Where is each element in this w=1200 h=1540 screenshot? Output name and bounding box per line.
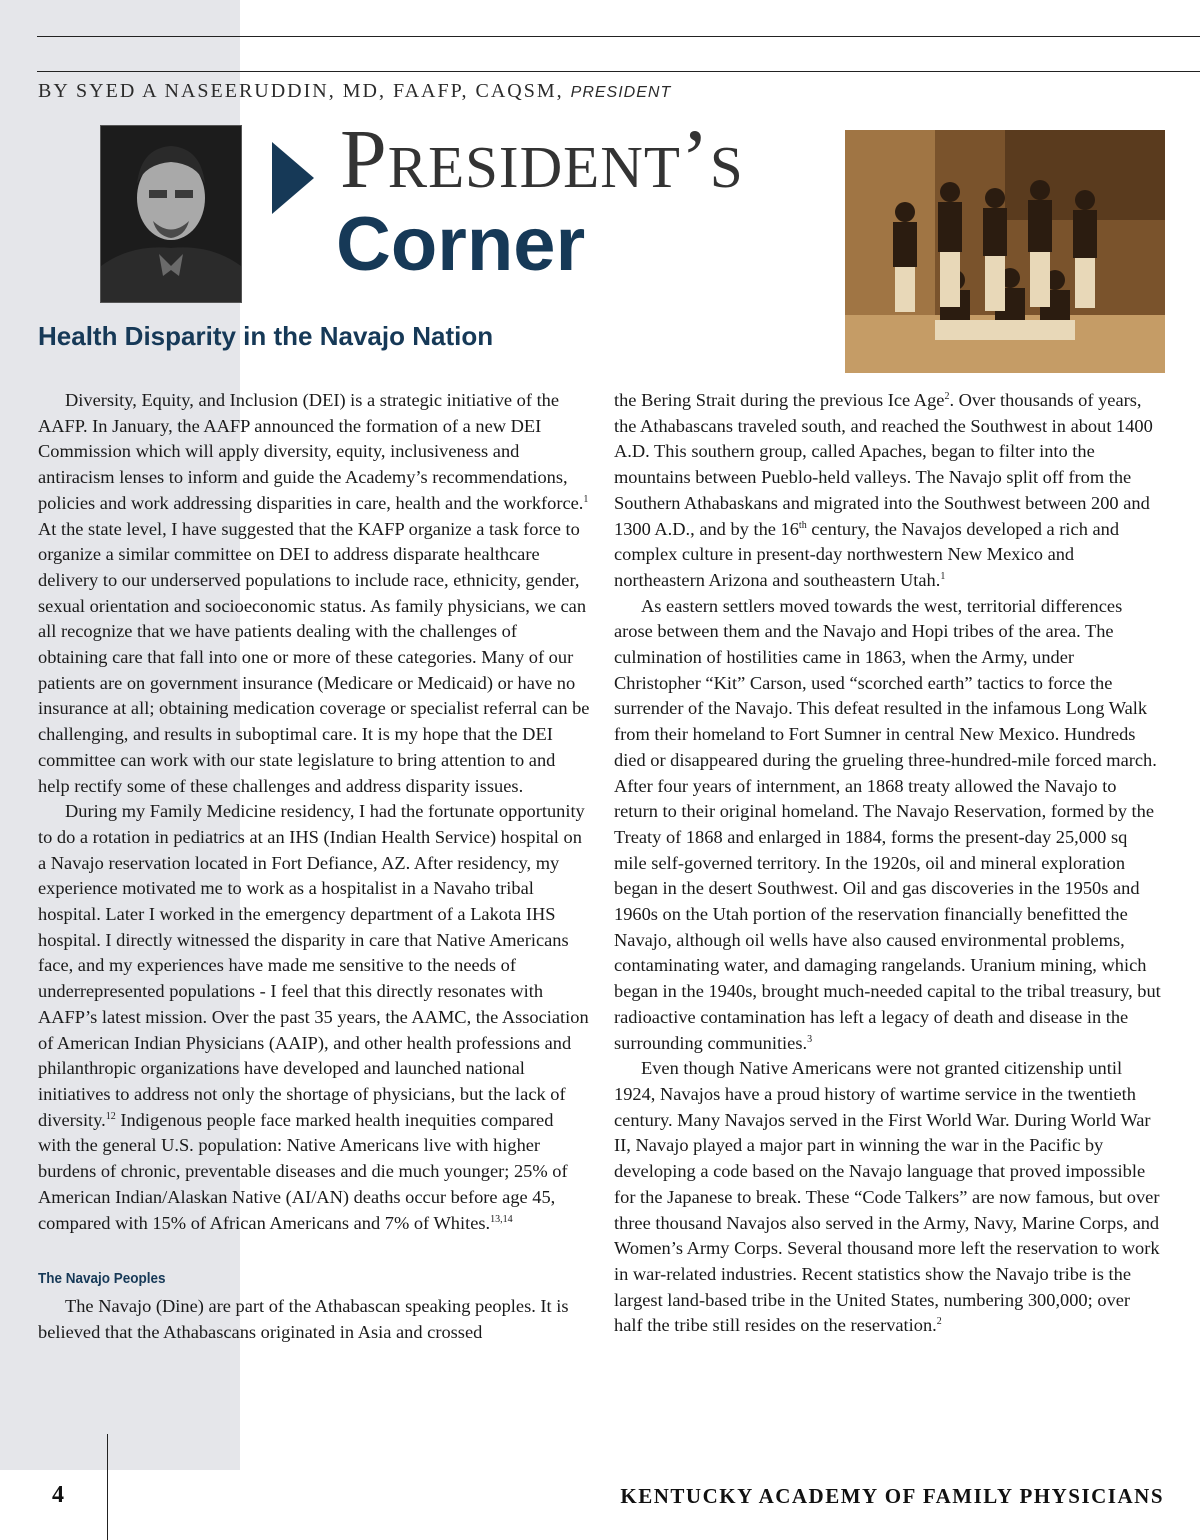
article-paragraph	[614, 1056, 1162, 1339]
page-title-line1: President’s	[340, 113, 744, 206]
footnote-ref: 1	[583, 493, 589, 505]
text-run: Indigenous people face marked health inequities compared with the general U.S. population: Native Americans live with higher burdens of chronic, preventable diseases and die much younger; 25% of American Indian/Alaskan Native (AI/AN) deaths occur before age 45, compared with 15% of African Americans and 7% of Whites.	[38, 1109, 568, 1233]
footnote-ref: 3	[807, 1033, 813, 1045]
article-title: Health Disparity in the Navajo Nation	[38, 321, 494, 351]
article-paragraph	[614, 594, 1162, 1057]
text-run: During my Family Medicine residency, I had the fortunate opportunity to do a rotation in pediatrics at an IHS (Indian Health Service) hospital on a Navajo reservation located in Fort Defiance, AZ. After residency, my experience motivated me to work as a hospitalist in a Navaho tribal hospital. Later I worked in the emergency department of a Lakota IHS hospital. I directly witnessed the disparity in care that Native Americans face, and my experiences have made me sensitive to the needs of underrepresented populations - I feel that this directly resonates with AAFP’s latest mission. Over the past 35 years, the AAMC, the Association of American Indian Physicians (AAIP), and other health professions and philanthropic organizations have developed and launched national initiatives to address not only the shortage of physicians, but the lack of diversity.	[38, 801, 589, 1130]
text-run: . Over thousands of years, the Athabascans traveled south, and reached the Southwest in about 1400 A.D. This southern group, called Apaches, began to filter into the mountains between Pueblo-held valleys. The Navajo split off from the Southern Athabaskans and migrated into the Southwest between 200 and 1300 A.D., and by the 16	[614, 390, 1153, 539]
page-title-line2: Corner	[336, 202, 586, 287]
byline-rule	[37, 71, 1200, 72]
footnote-ref: 2	[944, 390, 950, 402]
text-run: century, the Navajos developed a rich and complex culture in present-day northwestern New Mexico and northeastern Arizona and southeastern Utah.	[614, 518, 1120, 590]
footnote-ref: 2	[936, 1316, 942, 1328]
title-arrow-icon	[272, 142, 314, 214]
footnote-ref: 12	[105, 1110, 116, 1122]
article-paragraph: The Navajo (Dine) are part of the Athabascan speaking peoples. It is believed that the Athabascans originated in Asia and crossed	[38, 1295, 569, 1342]
article-paragraph	[38, 388, 590, 799]
byline-role: PRESIDENT	[570, 84, 672, 101]
footnote-ref: 1	[940, 570, 946, 582]
byline-author: BY SYED A NASEERUDDIN, MD, FAAFP, CAQSM,	[38, 80, 564, 102]
historical-navajo-photo	[845, 130, 1165, 373]
author-portrait	[100, 125, 242, 303]
text-run: Even though Native Americans were not granted citizenship until 1924, Navajos have a proud history of wartime service in the twentieth century. Many Navajos served in the First World War. During World War II, Navajo played a major part in winning the war in the Pacific by developing a code based on the Navajo language that proved impossible for the Japanese to break. These “Code Talkers” are now famous, but over three thousand Navajos also served in the Army, Navy, Marine Corps, and Women’s Army Corps. Several thousand more left the reservation to work in war-related industries. Recent statistics show the Navajo tribe is the largest land-based tribe in the United States, numbering 300,000; over half the tribe still resides on the reservation.	[614, 1058, 1160, 1336]
footer-divider	[107, 1434, 108, 1540]
text-run: the Bering Strait during the previous Ice Age	[614, 390, 945, 410]
footnote-ref: 13,14	[490, 1213, 513, 1225]
page-number: 4	[52, 1482, 64, 1508]
text-run: At the state level, I have suggested that the KAFP organize a task force to organize a similar committee on DEI to address disparate healthcare delivery to our underserved populations to include race, ethnicity, gender, sexual orientation and socioeconomic status. As family physicians, we can all recognize that we have patients dealing with the challenges of obtaining care that fall into one or more of these categories. Many of our patients are on government insurance (Medicare or Medicaid) or have no insurance at all; obtaining medication coverage or specialist referral can be challenging, and results in suboptimal care. It is my hope that the DEI committee can work with our state legislature to bring attention to and help rectify some of these challenges and address disparity issues.	[38, 518, 590, 796]
text-run: As eastern settlers moved towards the west, territorial differences arose between them and the Navajo and Hopi tribes of the area. The culmination of hostilities came in 1863, when the Army, under Christopher “Kit” Carson, used “scorched earth” tactics to force the surrender of the Navajo. This defeat resulted in the infamous Long Walk from their homeland to Fort Sumner in central New Mexico. Hundreds died or disappeared during the grueling three-hundred-mile forced march. After four years of internment, an 1868 treaty allowed the Navajo to return to their original homeland. The Navajo Reservation, formed by the Treaty of 1868 and enlarged in 1884, forms the present-day 25,000 sq mile self-governed territory. In the 1920s, oil and mineral exploration began in the desert Southwest. Oil and gas discoveries in the 1950s and 1960s on the Utah portion of the reservation financially benefitted the Navajo, although oil wells have also caused environmental problems, contaminating water, and damaging rangelands. Uranium mining, which began in the 1940s, brought much-needed capital to the tribal treasury, but radioactive contamination has left a legacy of death and disease in the surrounding communities.	[614, 595, 1161, 1053]
article-column-left	[38, 388, 590, 1345]
byline	[38, 80, 671, 103]
article-column-right	[614, 388, 1162, 1339]
top-rule	[37, 36, 1200, 37]
section-subheading: The Navajo Peoples	[38, 1270, 166, 1288]
text-run: Diversity, Equity, and Inclusion (DEI) is a strategic initiative of the AAFP. In January, the AAFP announced the formation of a new DEI Commission which will apply diversity, equity, inclusiveness and antiracism lenses to inform and guide the Academy’s recommendations, policies and work addressing disparities in care, health and the workforce.	[38, 390, 584, 513]
footer-organization: KENTUCKY ACADEMY OF FAMILY PHYSICIANS	[620, 1484, 1164, 1508]
article-paragraph	[614, 388, 1162, 594]
article-paragraph	[38, 799, 590, 1236]
ordinal-suffix: th	[798, 519, 807, 531]
